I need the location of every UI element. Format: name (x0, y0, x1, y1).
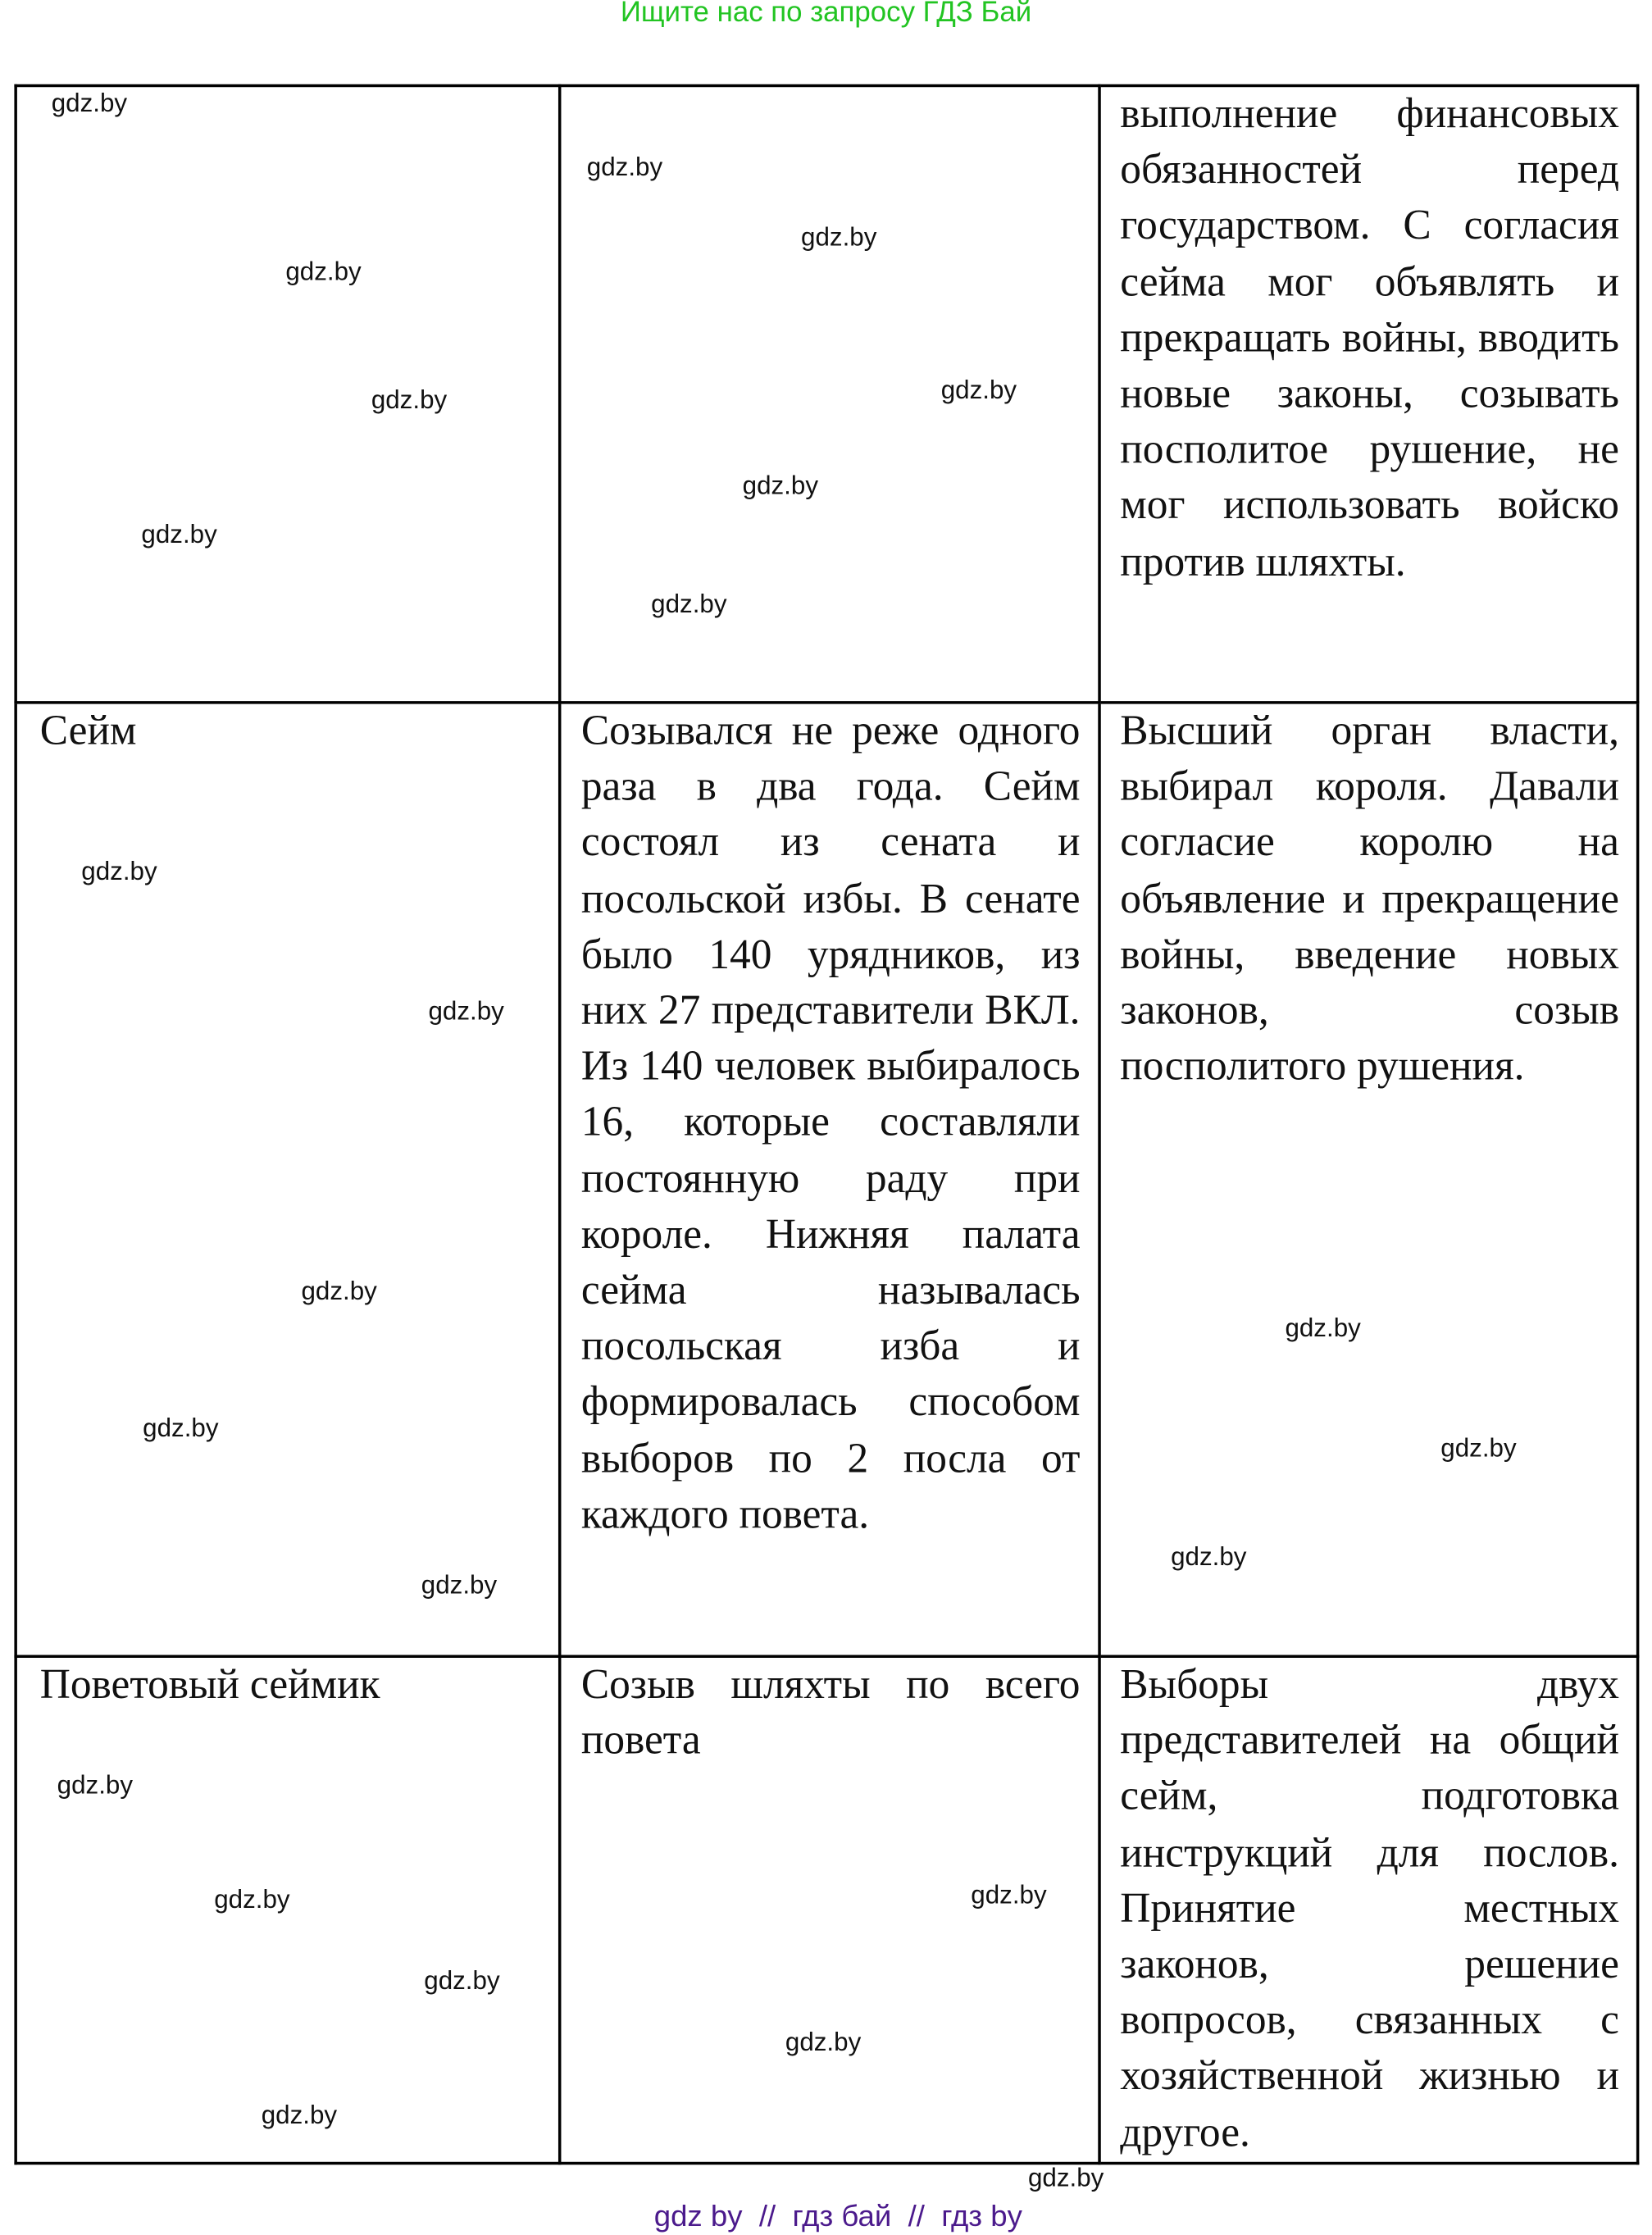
watermark: gdz.by (971, 1880, 1047, 1910)
watermark: gdz.by (371, 385, 448, 415)
footer-links: gdz by // гдз бай // гдз by (653, 2200, 1022, 2233)
watermark: gdz.by (801, 222, 877, 252)
watermark: gdz.by (428, 996, 504, 1026)
table-cell-powers: выполнение финансовых обязанностей перед государством. С согласия сейма мог объявлять и прекращать войны, вводить новые законы, созывать посполитое рушение, не мог использовать войско против шляхты. (1099, 85, 1637, 702)
table-cell-name: Поветовый сеймик (16, 1656, 560, 2163)
watermark: gdz.by (143, 1413, 219, 1443)
watermark: gdz.by (214, 1884, 290, 1914)
watermark: gdz.by (1440, 1433, 1517, 1463)
watermark: gdz.by (51, 88, 128, 117)
watermark: gdz.by (261, 2100, 338, 2129)
watermark: gdz.by (1027, 2163, 1104, 2192)
watermark: gdz.by (651, 589, 727, 619)
table-cell-powers: Высший орган власти, выбирал короля. Давали согласие королю на объявление и прекращение войны, введение новых законов, созыв посполитого рушения. (1099, 703, 1637, 1656)
table-row (16, 85, 1637, 702)
table-cell-powers: Выборы двух представителей на общий сейм, подготовка инструкций для послов. Принятие местных законов, решение вопросов, связанных с хозяйственной жизнью и другое. (1099, 1656, 1637, 2163)
watermark: gdz.by (81, 856, 157, 885)
table-row (16, 703, 1637, 1656)
watermark: gdz.by (1285, 1313, 1361, 1343)
watermark: gdz.by (742, 471, 819, 500)
table-cell-description: Созыв шляхты по всего повета (560, 1656, 1099, 2163)
table-cell-description: Созывался не реже одного раза в два года. Сейм состоял из сената и посольской избы. В сенате было 140 урядников, из них 27 представители ВКЛ. Из 140 человек выбиралось 16, которые составляли постоянную раду при короле. Нижняя палата сейма называлась посольская изба и формировалась способом выборов по 2 посла от каждого повета. (560, 703, 1099, 1656)
watermark: gdz.by (785, 2028, 862, 2056)
watermark: gdz.by (285, 257, 362, 286)
watermark: gdz.by (141, 519, 217, 549)
table-cell-name (16, 85, 560, 702)
watermark: gdz.by (57, 1770, 134, 1800)
watermark: gdz.by (424, 1966, 500, 1996)
search-banner: Ищите нас по запросу ГДЗ Бай (620, 0, 1032, 29)
watermark: gdz.by (301, 1276, 377, 1305)
history-table (14, 84, 1639, 2164)
watermark: gdz.by (940, 376, 1017, 404)
watermark: gdz.by (1171, 1541, 1247, 1571)
table-cell-name: Сейм (16, 703, 560, 1656)
watermark: gdz.by (586, 152, 663, 182)
watermark: gdz.by (421, 1570, 498, 1600)
